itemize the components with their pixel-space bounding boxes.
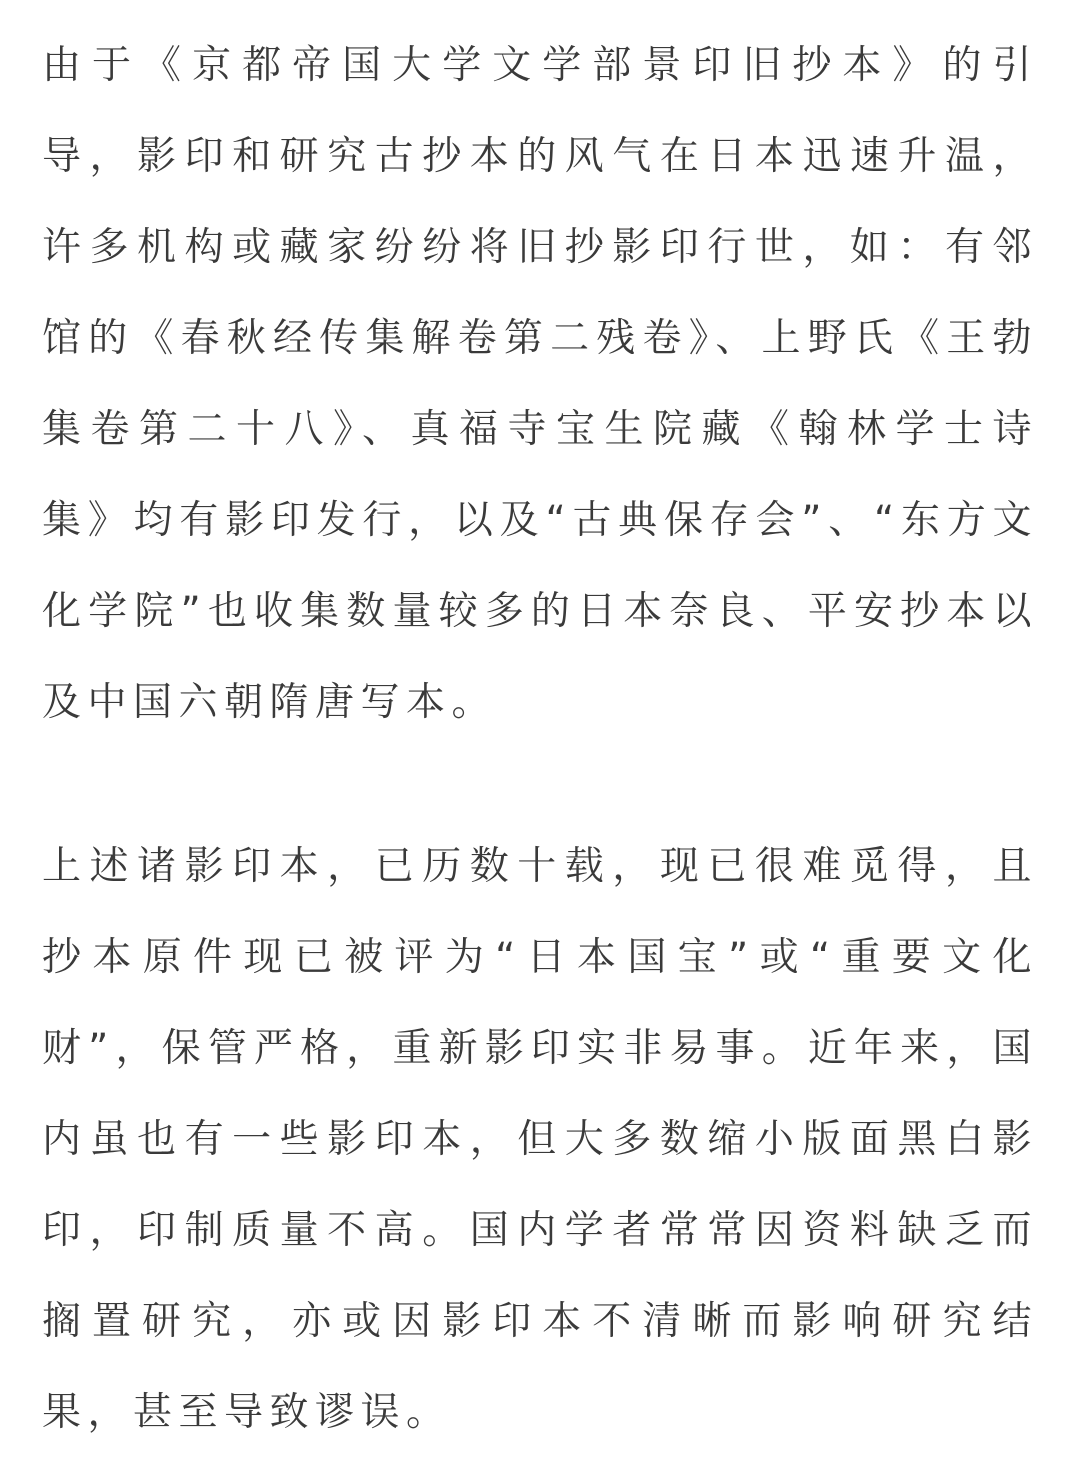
paragraph-2: 上述诸影印本，已历数十载，现已很难觅得，且抄本原件现已被评为“日本国宝”或“重要文化财”，保管严格，重新影印实非易事。近年来，国内虽也有一些影印本，但大多数缩小版面黑白影印，印制质量不高。国内学者常常因资料缺乏而搁置研究，亦或因影印本不清晰而影响研究结果，甚至导致谬误。 (42, 844, 1038, 1435)
article-body (42, 20, 1038, 1458)
paragraph-1: 由于《京都帝国大学文学部景印旧抄本》的引导，影印和研究古抄本的风气在日本迅速升温，许多机构或藏家纷纷将旧抄影印行世，如：有邻馆的《春秋经传集解卷第二残卷》、上野氏《王勃集卷第二十八》、真福寺宝生院藏《翰林学士诗集》均有影印发行，以及“古典保存会”、“东方文化学院”也收集数量较多的日本奈良、平安抄本以及中国六朝隋唐写本。 (42, 43, 1038, 725)
